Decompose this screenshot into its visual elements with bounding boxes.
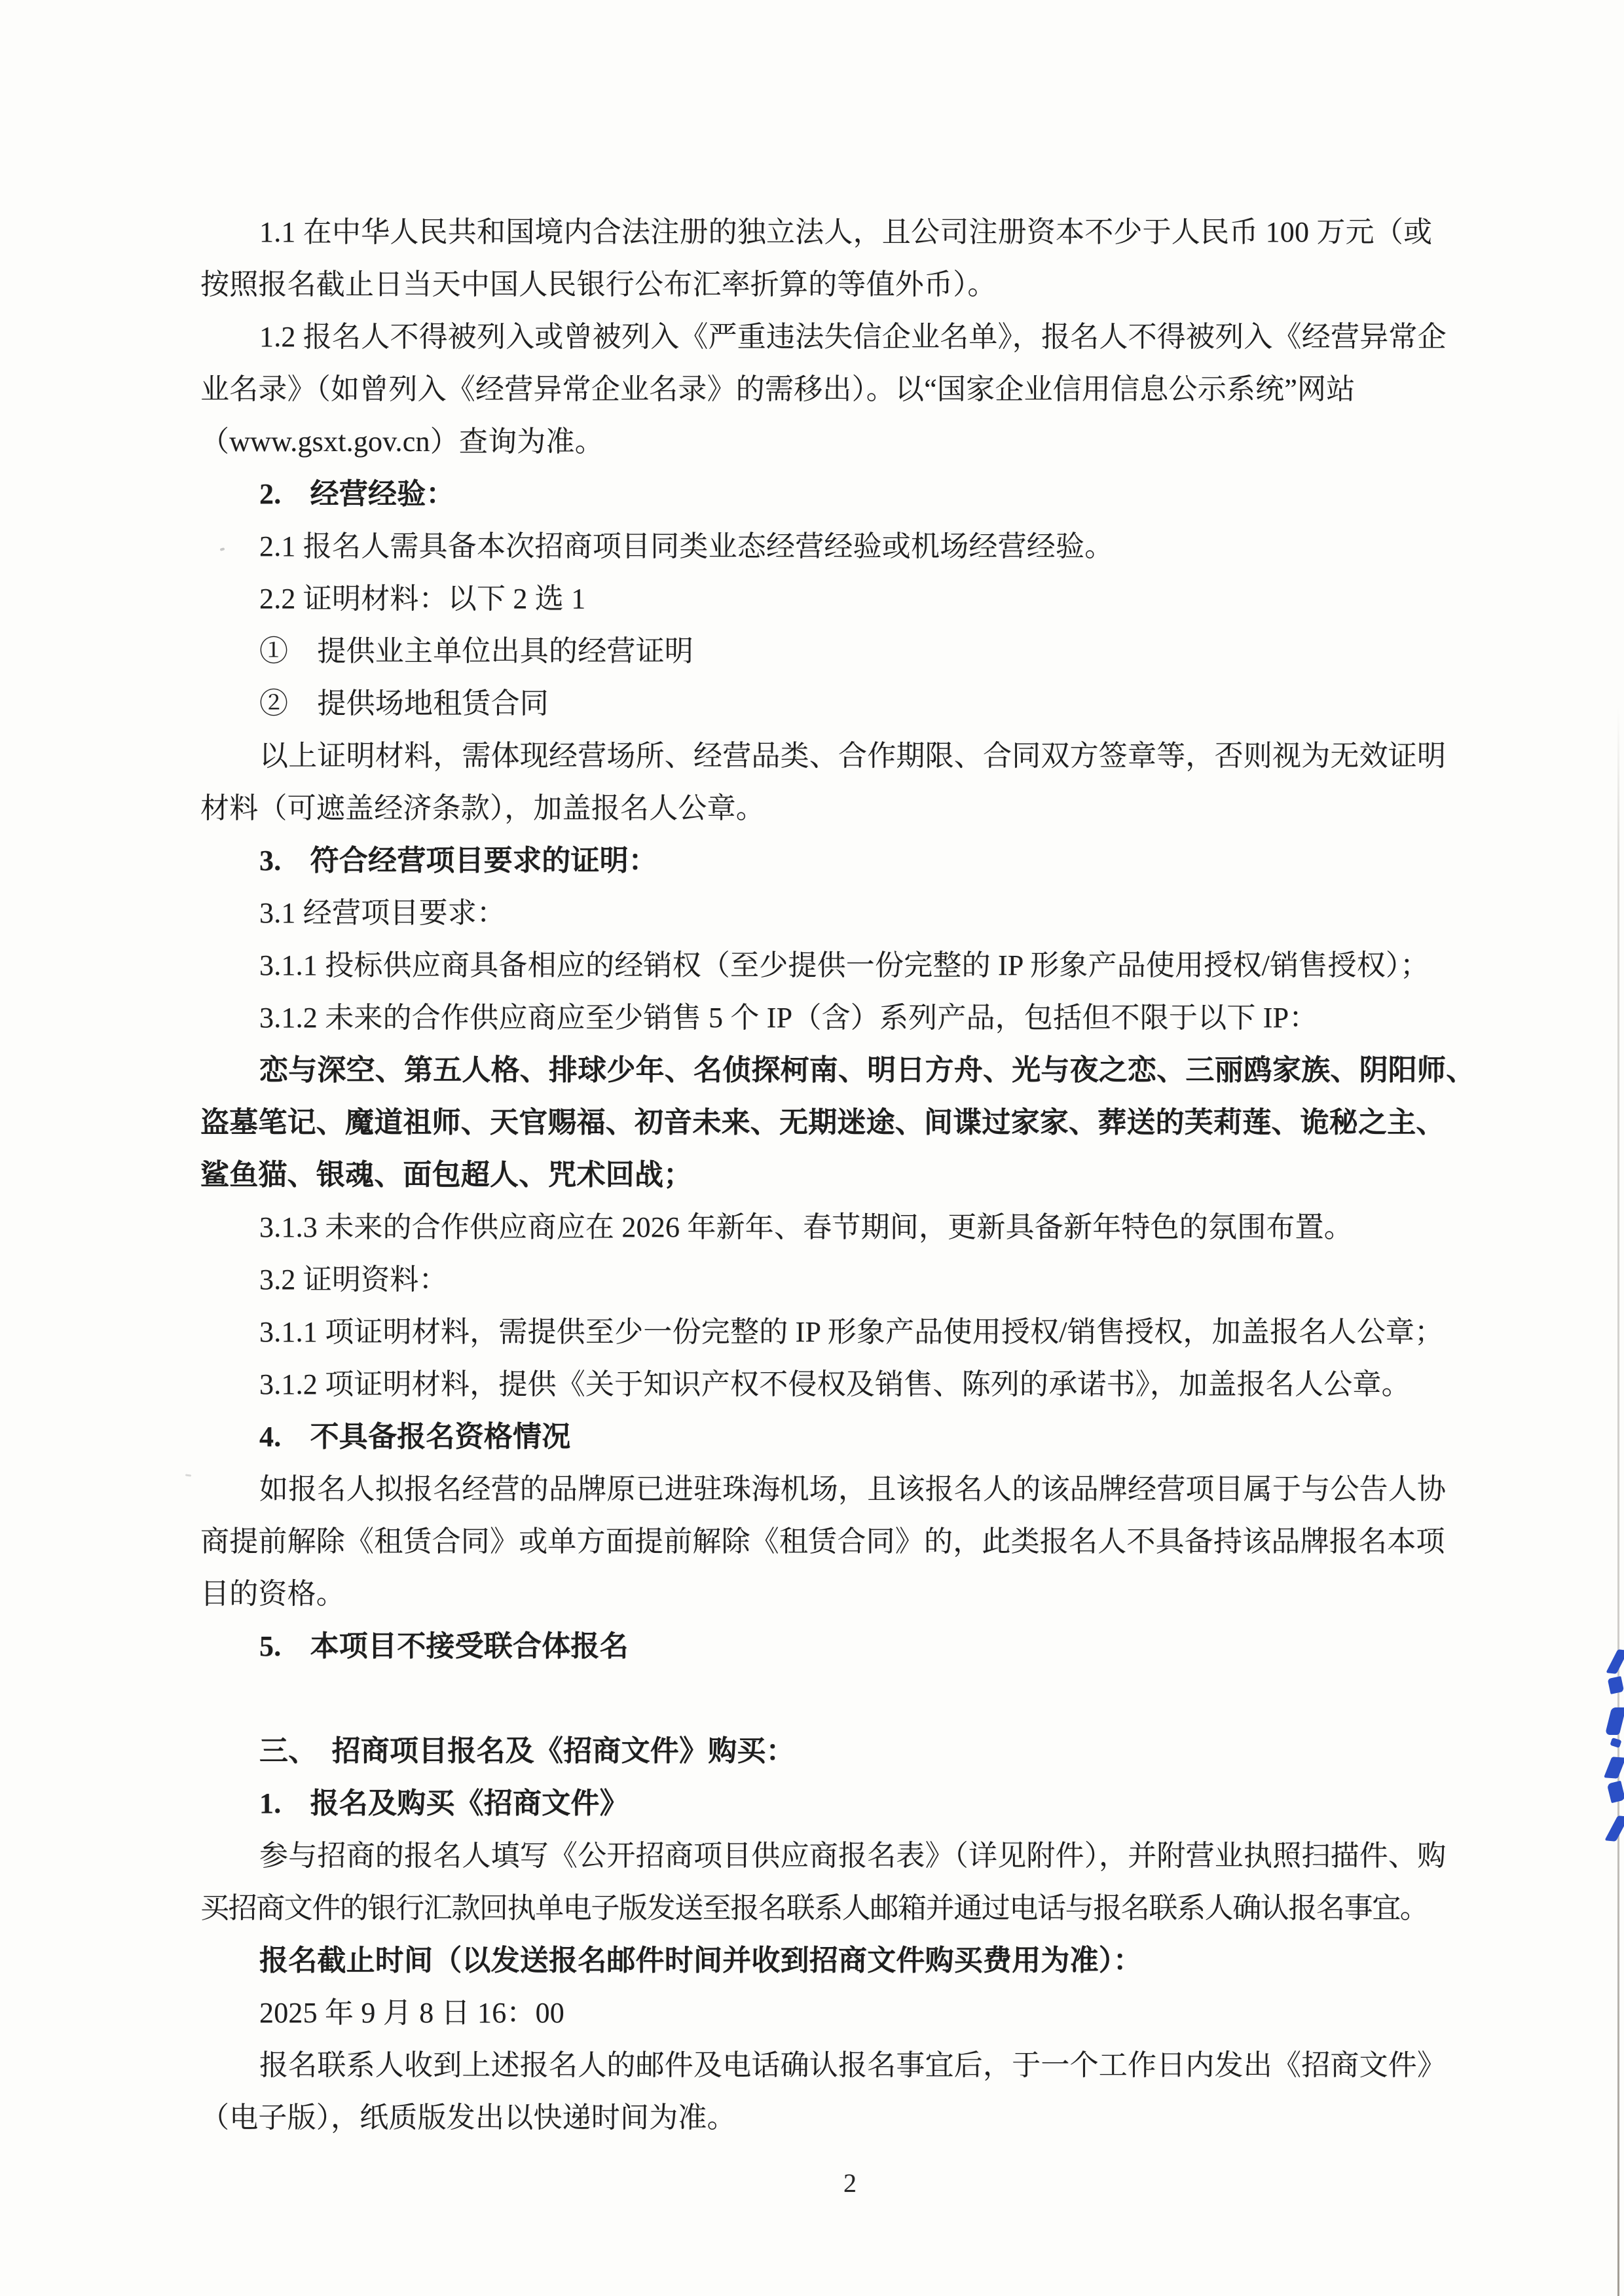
clause-1-1: 1.1 在中华人民共和国境内合法注册的独立法人，且公司注册资本不少于人民币 100 万元（或	[259, 216, 1433, 248]
clause-3-2: 3.2 证明资料：	[259, 1264, 448, 1296]
clause-3-1-2: 3.1.2 未来的合作供应商应至少销售 5 个 IP（含）系列产品，包括但不限于以下 IP：	[259, 1002, 1318, 1034]
item-circled-2: ② 提供场地租赁合同	[259, 687, 549, 720]
heading-4-ineligible: 4. 不具备报名资格情况	[259, 1421, 571, 1453]
heading-2-experience: 2. 经营经验：	[259, 478, 455, 510]
deadline-value: 2025 年 9 月 8 日 16：00	[259, 1997, 564, 2029]
blue-stamp-fragment	[1604, 1757, 1624, 1778]
blue-stamp-fragment	[1604, 1815, 1624, 1841]
para-contact: 报名联系人收到上述报名人的邮件及电话确认报名事宜后，于一个工作日内发出《招商文件》	[259, 2049, 1447, 2081]
para-contact-cont: （电子版），纸质版发出以快递时间为准。	[200, 2102, 736, 2134]
clause-1-2-cont2: （www.gsxt.gov.cn）查询为准。	[200, 426, 604, 458]
blue-stamp-fragment	[1610, 1738, 1622, 1748]
blue-stamp-fragment	[1608, 1676, 1624, 1694]
heading-section-3: 三、 招商项目报名及《招商文件》购买：	[259, 1735, 795, 1767]
para-ineligible-cont: 商提前解除《租赁合同》或单方面提前解除《租赁合同》的，此类报名人不具备持该品牌报名本项	[200, 1525, 1445, 1558]
clause-1-2: 1.2 报名人不得被列入或曾被列入《严重违法失信企业名单》，报名人不得被列入《经营异常企	[259, 321, 1447, 353]
para-apply-cont: 买招商文件的银行汇款回执单电子版发送至报名联系人邮箱并通过电话与报名联系人确认报名事宜。	[200, 1892, 1428, 1924]
clause-3-2-item-2: 3.1.2 项证明材料，提供《关于知识产权不侵权及销售、陈列的承诺书》，加盖报名人公章。	[259, 1368, 1411, 1400]
blue-stamp-fragment	[1605, 1707, 1624, 1735]
para-evidence: 以上证明材料，需体现经营场所、经营品类、合作期限、合同双方签章等，否则视为无效证明	[259, 740, 1447, 772]
heading-3-proof: 3. 符合经营项目要求的证明：	[259, 845, 657, 877]
ip-list-line-1: 恋与深空、第五人格、排球少年、名侦探柯南、明日方舟、光与夜之恋、三丽鸥家族、阴阳师、	[259, 1054, 1475, 1086]
scan-speckle	[220, 547, 225, 551]
clause-2-2: 2.2 证明材料：以下 2 选 1	[259, 583, 586, 615]
ip-list-line-3: 鲨鱼猫、银魂、面包超人、咒术回战；	[200, 1159, 693, 1191]
blue-stamp-fragment	[1607, 1781, 1624, 1803]
clause-1-1-cont: 按照报名截止日当天中国人民银行公布汇率折算的等值外币）。	[200, 268, 997, 301]
heading-registration: 1. 报名及购买《招商文件》	[259, 1787, 629, 1819]
page-number: 2	[843, 2168, 857, 2198]
scan-edge-line	[1617, 707, 1619, 2296]
para-ineligible: 如报名人拟报名经营的品牌原已进驻珠海机场，且该报名人的该品牌经营项目属于与公告人协	[259, 1473, 1447, 1505]
clause-3-2-item-1: 3.1.1 项证明材料，需提供至少一份完整的 IP 形象产品使用授权/销售授权，加盖报名人公章；	[259, 1316, 1444, 1348]
deadline-label: 报名截止时间（以发送报名邮件时间并收到招商文件购买费用为准）：	[259, 1944, 1143, 1977]
ip-list-line-2: 盗墓笔记、魔道祖师、天官赐福、初音未来、无期迷途、间谍过家家、葬送的芙莉莲、诡秘之主、	[200, 1106, 1445, 1139]
clause-1-2-cont: 业名录》（如曾列入《经营异常企业名录》的需移出）。以“国家企业信用信息公示系统”网站	[200, 373, 1356, 405]
heading-5-no-consortium: 5. 本项目不接受联合体报名	[259, 1630, 629, 1662]
blue-stamp-fragment	[1606, 1649, 1624, 1674]
clause-3-1-1: 3.1.1 投标供应商具备相应的经销权（至少提供一份完整的 IP 形象产品使用授权/销售授权）；	[259, 949, 1430, 981]
clause-2-1: 2.1 报名人需具备本次招商项目同类业态经营经验或机场经营经验。	[259, 530, 1114, 562]
scan-speckle	[185, 1474, 191, 1476]
clause-3-1-3: 3.1.3 未来的合作供应商应在 2026 年新年、春节期间，更新具备新年特色的氛围布置。	[259, 1211, 1353, 1243]
para-apply: 参与招商的报名人填写《公开招商项目供应商报名表》（详见附件），并附营业执照扫描件、购	[259, 1840, 1447, 1872]
para-ineligible-end: 目的资格。	[200, 1578, 345, 1610]
para-evidence-cont: 材料（可遮盖经济条款），加盖报名人公章。	[200, 792, 765, 824]
item-circled-1: ① 提供业主单位出具的经营证明	[259, 635, 693, 667]
clause-3-1: 3.1 经营项目要求：	[259, 897, 506, 929]
